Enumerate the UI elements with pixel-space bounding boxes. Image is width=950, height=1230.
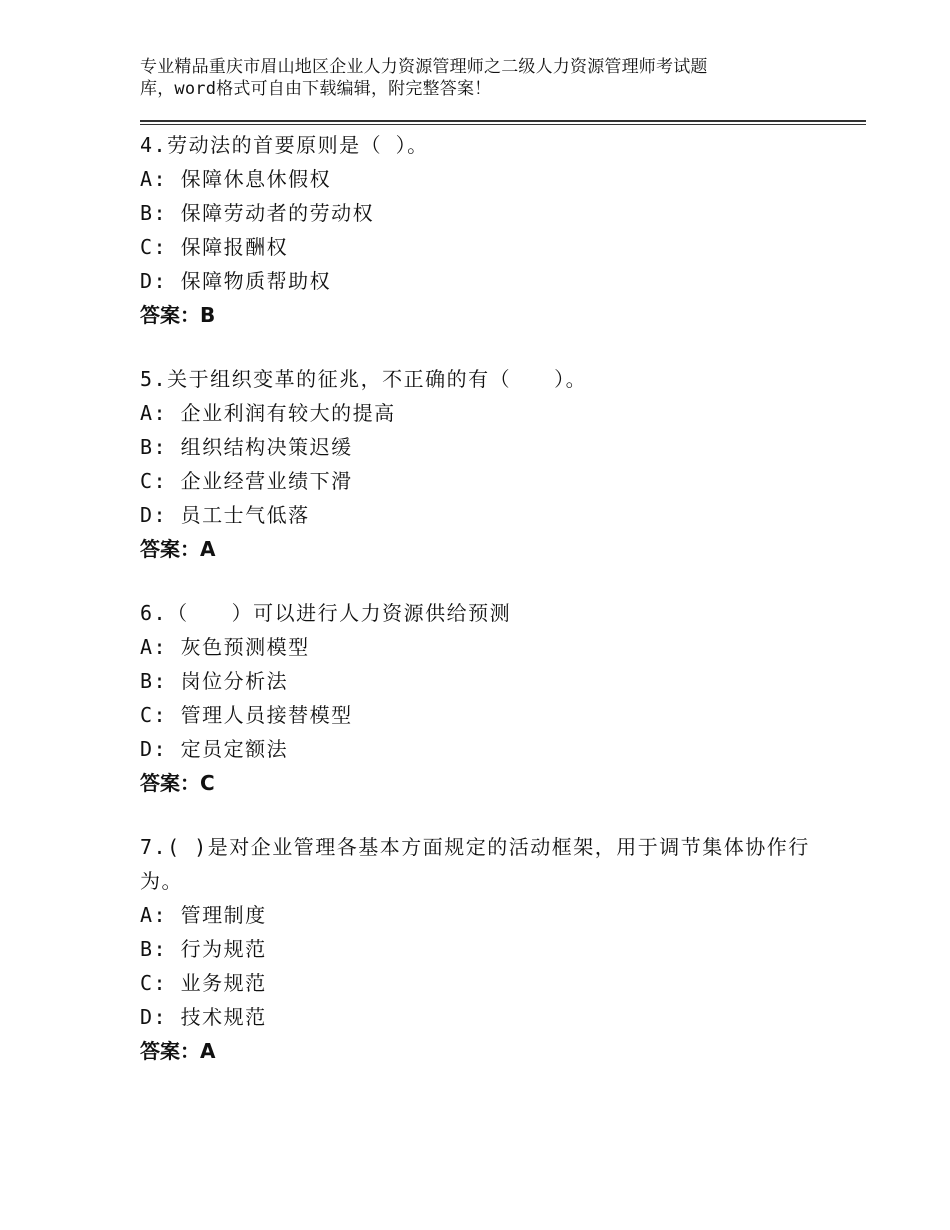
question-stem: 4.劳动法的首要原则是（ ）。: [140, 133, 429, 157]
option-b: B: 保障劳动者的劳动权: [140, 201, 375, 225]
question-6: [140, 596, 830, 800]
option-a: A: 灰色预测模型: [140, 635, 310, 659]
answer-label: 答案：C: [140, 771, 215, 795]
question-7: [140, 830, 830, 1068]
option-c: C: 企业经营业绩下滑: [140, 469, 353, 493]
header-divider-thick: [140, 120, 866, 122]
option-d: D: 保障物质帮助权: [140, 269, 332, 293]
option-c: C: 管理人员接替模型: [140, 703, 353, 727]
option-b: B: 岗位分析法: [140, 669, 289, 693]
header-title-line-1: 专业精品重庆市眉山地区企业人力资源管理师之二级人力资源管理师考试题: [140, 57, 708, 77]
option-c: C: 保障报酬权: [140, 235, 289, 259]
question-stem: 5.关于组织变革的征兆，不正确的有（ ）。: [140, 367, 588, 391]
question-stem: 6.（ ）可以进行人力资源供给预测: [140, 601, 512, 625]
header-divider-thin: [140, 124, 866, 125]
option-d: D: 员工士气低落: [140, 503, 310, 527]
option-b: B: 组织结构决策迟缓: [140, 435, 353, 459]
option-a: A: 企业利润有较大的提高: [140, 401, 396, 425]
question-4: [140, 128, 830, 332]
header-title-line-2: 库，word格式可自由下载编辑，附完整答案！: [140, 79, 492, 99]
question-list: [140, 128, 830, 1098]
document-header: [140, 56, 780, 100]
answer-label: 答案：A: [140, 537, 216, 561]
answer-label: 答案：A: [140, 1039, 216, 1063]
option-b: B: 行为规范: [140, 937, 267, 961]
answer-label: 答案：B: [140, 303, 216, 327]
option-d: D: 技术规范: [140, 1005, 267, 1029]
question-5: [140, 362, 830, 566]
option-a: A: 保障休息休假权: [140, 167, 332, 191]
option-d: D: 定员定额法: [140, 737, 289, 761]
option-c: C: 业务规范: [140, 971, 267, 995]
question-stem: 7.( )是对企业管理各基本方面规定的活动框架，用于调节集体协作行为。: [140, 835, 810, 893]
option-a: A: 管理制度: [140, 903, 267, 927]
